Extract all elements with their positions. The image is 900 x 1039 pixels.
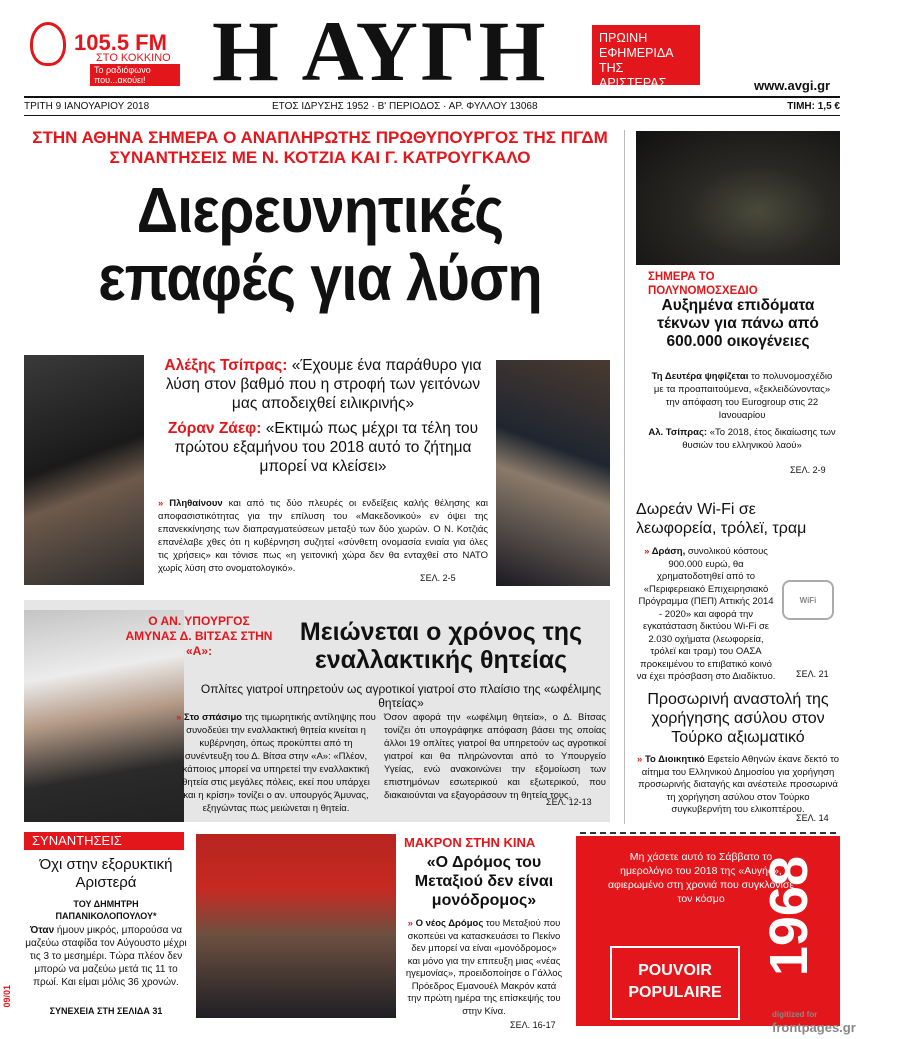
wifi-bus-icon: WiFi: [782, 580, 834, 620]
asylum-body-lead: Το Διοικητικό: [644, 754, 705, 765]
chevron-right-icon: »: [176, 712, 185, 723]
website-link[interactable]: www.avgi.gr: [754, 78, 831, 93]
synantiseis-continued: ΣΥΝΕΧΕΙΑ ΣΤΗ ΣΕΛΙΔΑ 31: [49, 1006, 163, 1016]
radio-name: ΣΤΟ ΚΟΚΚΙΝΟ: [96, 52, 171, 64]
vitsas-body-col1: [176, 711, 376, 815]
radio-logo: [30, 18, 180, 85]
macron-body: [404, 918, 564, 1018]
benefits-headline[interactable]: Αυξημένα επιδόματα τέκνων για πάνω από 600.000 οικογένειες: [657, 297, 819, 350]
tsipras-photo: [24, 355, 144, 585]
macron-kicker: ΜΑΚΡΟΝ ΣΤΗΝ ΚΙΝΑ: [404, 835, 536, 850]
synantiseis-body-text: ήμουν μικρός, μπορούσα να μαζεύω σταφίδα τον Αύγουστο μέχρι τις 3 το μεσημέρι. Τώρα πλέον δεν μπορώ να μαζεύω μετά τις 11 το πρωί. Και είμαι μόλις 36 χρονών.: [25, 925, 187, 988]
synantiseis-label: ΣΥΝΑΝΤΗΣΕΙΣ: [24, 832, 184, 850]
synantiseis-author: ΤΟΥ ΔΗΜΗΤΡΗ ΠΑΠΑΝΙΚΟΛΟΠΟΥΛΟΥ*: [55, 899, 157, 921]
vitsas-subhead: Οπλίτες γιατροί υπηρετούν ως αγροτικοί γιατροί στο πλαίσιο της «ωφέλιμης θητείας»: [200, 682, 602, 710]
calendar-rings: [580, 832, 836, 840]
benefits-body2-lead: Αλ. Τσίπρας:: [648, 427, 708, 438]
vitsas-kicker: Ο ΑΝ. ΥΠΟΥΡΓΟΣ ΑΜΥΝΑΣ Δ. ΒΙΤΣΑΣ ΣΤΗΝ «Α»:: [125, 614, 273, 658]
benefits-kicker: ΣΗΜΕΡΑ ΤΟ ΠΟΛΥΝΟΜΟΣΧΕΔΙΟ: [648, 271, 758, 297]
wifi-headline[interactable]: Δωρεάν Wi-Fi σε λεωφορεία, τρόλεϊ, τραμ: [636, 501, 807, 537]
quote-speaker: Αλέξης Τσίπρας:: [164, 357, 288, 374]
newspaper-tagline: ΠΡΩΙΝΗ ΕΦΗΜΕΡΙΔΑ ΤΗΣ ΑΡΙΣΤΕΡΑΣ: [592, 25, 700, 85]
macron-china-photo: [196, 834, 396, 1018]
wifi-body-text: συνολικού κόστους 900.000 ευρώ, θα χρηματοδοτηθεί από το «Περιφερειακό Επιχειρησιακό Πρόγραμμα (ΠΕΠ) Αττικής 2014 - 2020» και αφορά την εγκατάσταση δικτύου Wi-Fi σε 2.030 οχήματα (λεωφορεία, τρόλεϊ και τραμ) του ΟΑΣΑ προκειμένου το επιβατικό κοινό να έχει πρόσβαση στο Διαδίκτυο.: [636, 546, 776, 682]
vitsas-headline[interactable]: Μειώνεται ο χρόνος της εναλλακτικής θητείας: [299, 618, 583, 674]
asylum-headline[interactable]: Προσωρινή αναστολή της χορήγησης ασύλου στον Τούρκο αξιωματικό: [647, 691, 829, 746]
vitsas-page-ref: ΣΕΛ. 12-13: [546, 797, 592, 807]
column-divider: [624, 130, 625, 824]
benefits-body-lead: Τη Δευτέρα ψηφίζεται: [651, 371, 749, 382]
lead-body-lead: Πληθαίνουν: [169, 498, 223, 509]
synantiseis-body: [24, 924, 188, 989]
vitsas-body-lead: Στο σπάσιμο: [184, 712, 243, 723]
chevron-right-icon: »: [407, 918, 416, 929]
frontpages-watermark: [772, 1008, 856, 1034]
quote-text: «Εκτιμώ πως μέχρι τα τέλη του πρώτου εξαμήνου του 2018 αυτό το ζήτημα μπορεί να κλείσει»: [174, 420, 479, 475]
asylum-body: [636, 754, 840, 817]
chevron-right-icon: »: [637, 754, 645, 765]
page-number: 09/01: [2, 985, 12, 1008]
macron-page-ref: ΣΕΛ. 16-17: [510, 1020, 556, 1030]
lead-body: [158, 497, 488, 575]
macron-headline[interactable]: «Ο Δρόμος του Μεταξιού δεν είναι μονόδρομος»: [414, 854, 554, 909]
calendar-poster: POUVOIR POPULAIRE: [610, 946, 740, 1020]
calendar-promo[interactable]: [576, 836, 840, 1026]
quote-text: «Έχουμε ένα παράθυρο για λύση στον βαθμό που η στροφή των γειτόνων μας αποδειχθεί ειλικρινής»: [165, 357, 482, 412]
calendar-promo-text: Μη χάσετε αυτό το Σάββατο το ημερολόγιο του 2018 της «Αυγής», αφιερωμένο στη χρονιά που συγκλόνισε τον κόσμο: [607, 851, 795, 905]
dateline-bar: [24, 96, 840, 116]
watermark-small: digitized for: [772, 1010, 818, 1019]
quote-zaev: [158, 419, 488, 476]
newspaper-title: Η ΑΥΓΗ: [212, 3, 549, 99]
radio-tagline: Το ραδιόφωνο που...ακούει!: [90, 64, 180, 86]
parliament-photo: [636, 131, 840, 265]
chevron-right-icon: »: [158, 498, 170, 509]
lead-body-text: και από τις δύο πλευρές οι ενδείξεις καλής θέλησης και αποφασιστικότητας για την επίλυση του «Μακεδονικού» εν όψει της επανεκκίνησης των διαπραγματεύσεων μεταξύ των δύο χωρών. Ο Ν. Κοτζιάς επανέλαβε χθες ότι η κυβέρνηση συζητεί «σύνθετη ονομασία ενιαία για όλες τις χρήσεις» και τόνισε πως «η γειτονική χώρα δεν θα ενταχθεί στο ΝΑΤΟ χωρίς λύση στο ονοματολογικό».: [158, 498, 488, 574]
macron-body-text: του Μεταξιού που σκοπεύει να κατασκευάσει το Πεκίνο δεν μπορεί να είναι «μονόδρομος» και μόνο για την επιτευξη μιας «νέας ηγεμονίας», προειδοποίησε ο Γάλλος Πρόεδρος Εμανουέλ Μακρόν κατά την πρώτη ημέρα της επίσκεψής του στην Κίνα.: [405, 918, 563, 1017]
chevron-right-icon: »: [644, 546, 652, 557]
benefits-page-ref: ΣΕΛ. 2-9: [790, 465, 826, 475]
asylum-page-ref: ΣΕΛ. 14: [796, 813, 829, 823]
wifi-body: [636, 546, 776, 684]
benefits-body-p2: [648, 426, 836, 452]
macron-body-lead: Ο νέος Δρόμος: [415, 918, 484, 929]
quote-speaker: Ζόραν Ζάεφ:: [167, 420, 262, 437]
lead-kicker: ΣΤΗΝ ΑΘΗΝΑ ΣΗΜΕΡΑ Ο ΑΝΑΠΛΗΡΩΤΗΣ ΠΡΩΘΥΠΟΥΡΓΟΣ ΤΗΣ ΠΓΔΜ ΣΥΝΑΝΤΗΣΕΙΣ ΜΕ Ν. ΚΟΤΖΙΑ ΚΑΙ Γ. ΚΑΤΡΟΥΓΚΑΛΟ: [32, 128, 608, 167]
issue-date: ΤΡΙΤΗ 9 ΙΑΝΟΥΑΡΙΟΥ 2018: [24, 101, 150, 112]
issue-price: ΤΙΜΗ: 1,5 €: [787, 101, 840, 112]
synantiseis-title[interactable]: Όχι στην εξορυκτική Αριστερά: [39, 856, 173, 891]
vitsas-body-text: της τιμωρητικής αντίληψης που συνοδεύει την εναλλακτική θητεία κινείται η κυβέρνηση, όπως προκύπτει από τη συνέντευξη του Δ. Βίτσα στην «Α»: «Πλέον, κάποιος μπορεί να υπηρετεί την εναλλακτική θητεία στις μεγάλες πόλεις, εκεί που υπάρχει και η κρίση» τονίζει ο αν. υπουργός Άμυνας, εξηγώντας πως μειώνεται η θητεία.: [182, 712, 376, 814]
quote-tsipras: [158, 356, 488, 413]
calendar-year: 1968: [759, 856, 819, 977]
lead-page-ref: ΣΕΛ. 2-5: [420, 573, 456, 583]
microphone-icon: [30, 22, 66, 66]
watermark-text: frontpages.gr: [772, 1020, 856, 1035]
wifi-body-lead: Δράση,: [651, 546, 686, 557]
benefits-body2-text: «Το 2018, έτος δικαίωσης των θυσιών του ελληνικού λαού»: [682, 427, 836, 451]
benefits-body: [648, 370, 836, 452]
lead-quotes: [158, 356, 488, 482]
zaev-photo: [496, 360, 610, 586]
vitsas-body-col2: Όσον αφορά την «ωφέλιμη θητεία», ο Δ. Βίτσας τονίζει ότι υπογράφηκε απόφαση βάσει της οποίας άλλοι 19 οπλίτες γιατροί θα υπηρετούν ως αγροτικοί γιατροί και θα πληρώνονται από το Υπουργείο Υγείας, ενώ ανακοινώνει την εξομοίωση των επιστημόνων εσωτερικού και εξωτερικού, που διακαιούνται να εξαγοράσουν τη θητεία τους.: [384, 712, 606, 801]
radio-frequency: 105.5 FM: [74, 30, 167, 55]
asylum-body-text: Εφετείο Αθηνών έκανε δεκτό το αίτημα του Ελληνικού Δημοσίου για χορήγηση προσωρινής διαταγής και ανέστειλε προσωρινά τη χορήγηση ασύλου στον Τούρκο συγκυβερνήτη του ελικοπτέρου.: [638, 754, 839, 815]
lead-headline[interactable]: Διερευνητικές επαφές για λύση: [98, 174, 542, 314]
benefits-body-p1: [648, 370, 836, 422]
synantiseis-body-lead: Όταν: [30, 925, 55, 936]
benefits-body-text: το πολυνομοσχέδιο με τα προαπαιτούμενα, «ξεκλειδώνοντας» την απόφαση του Eurogroup στις 22 Ιανουαρίου: [653, 371, 833, 421]
issue-number: ΕΤΟΣ ΙΔΡΥΣΗΣ 1952 · Β' ΠΕΡΙΟΔΟΣ · ΑΡ. ΦΥΛΛΟΥ 13068: [272, 101, 538, 112]
wifi-page-ref: ΣΕΛ. 21: [796, 669, 829, 679]
